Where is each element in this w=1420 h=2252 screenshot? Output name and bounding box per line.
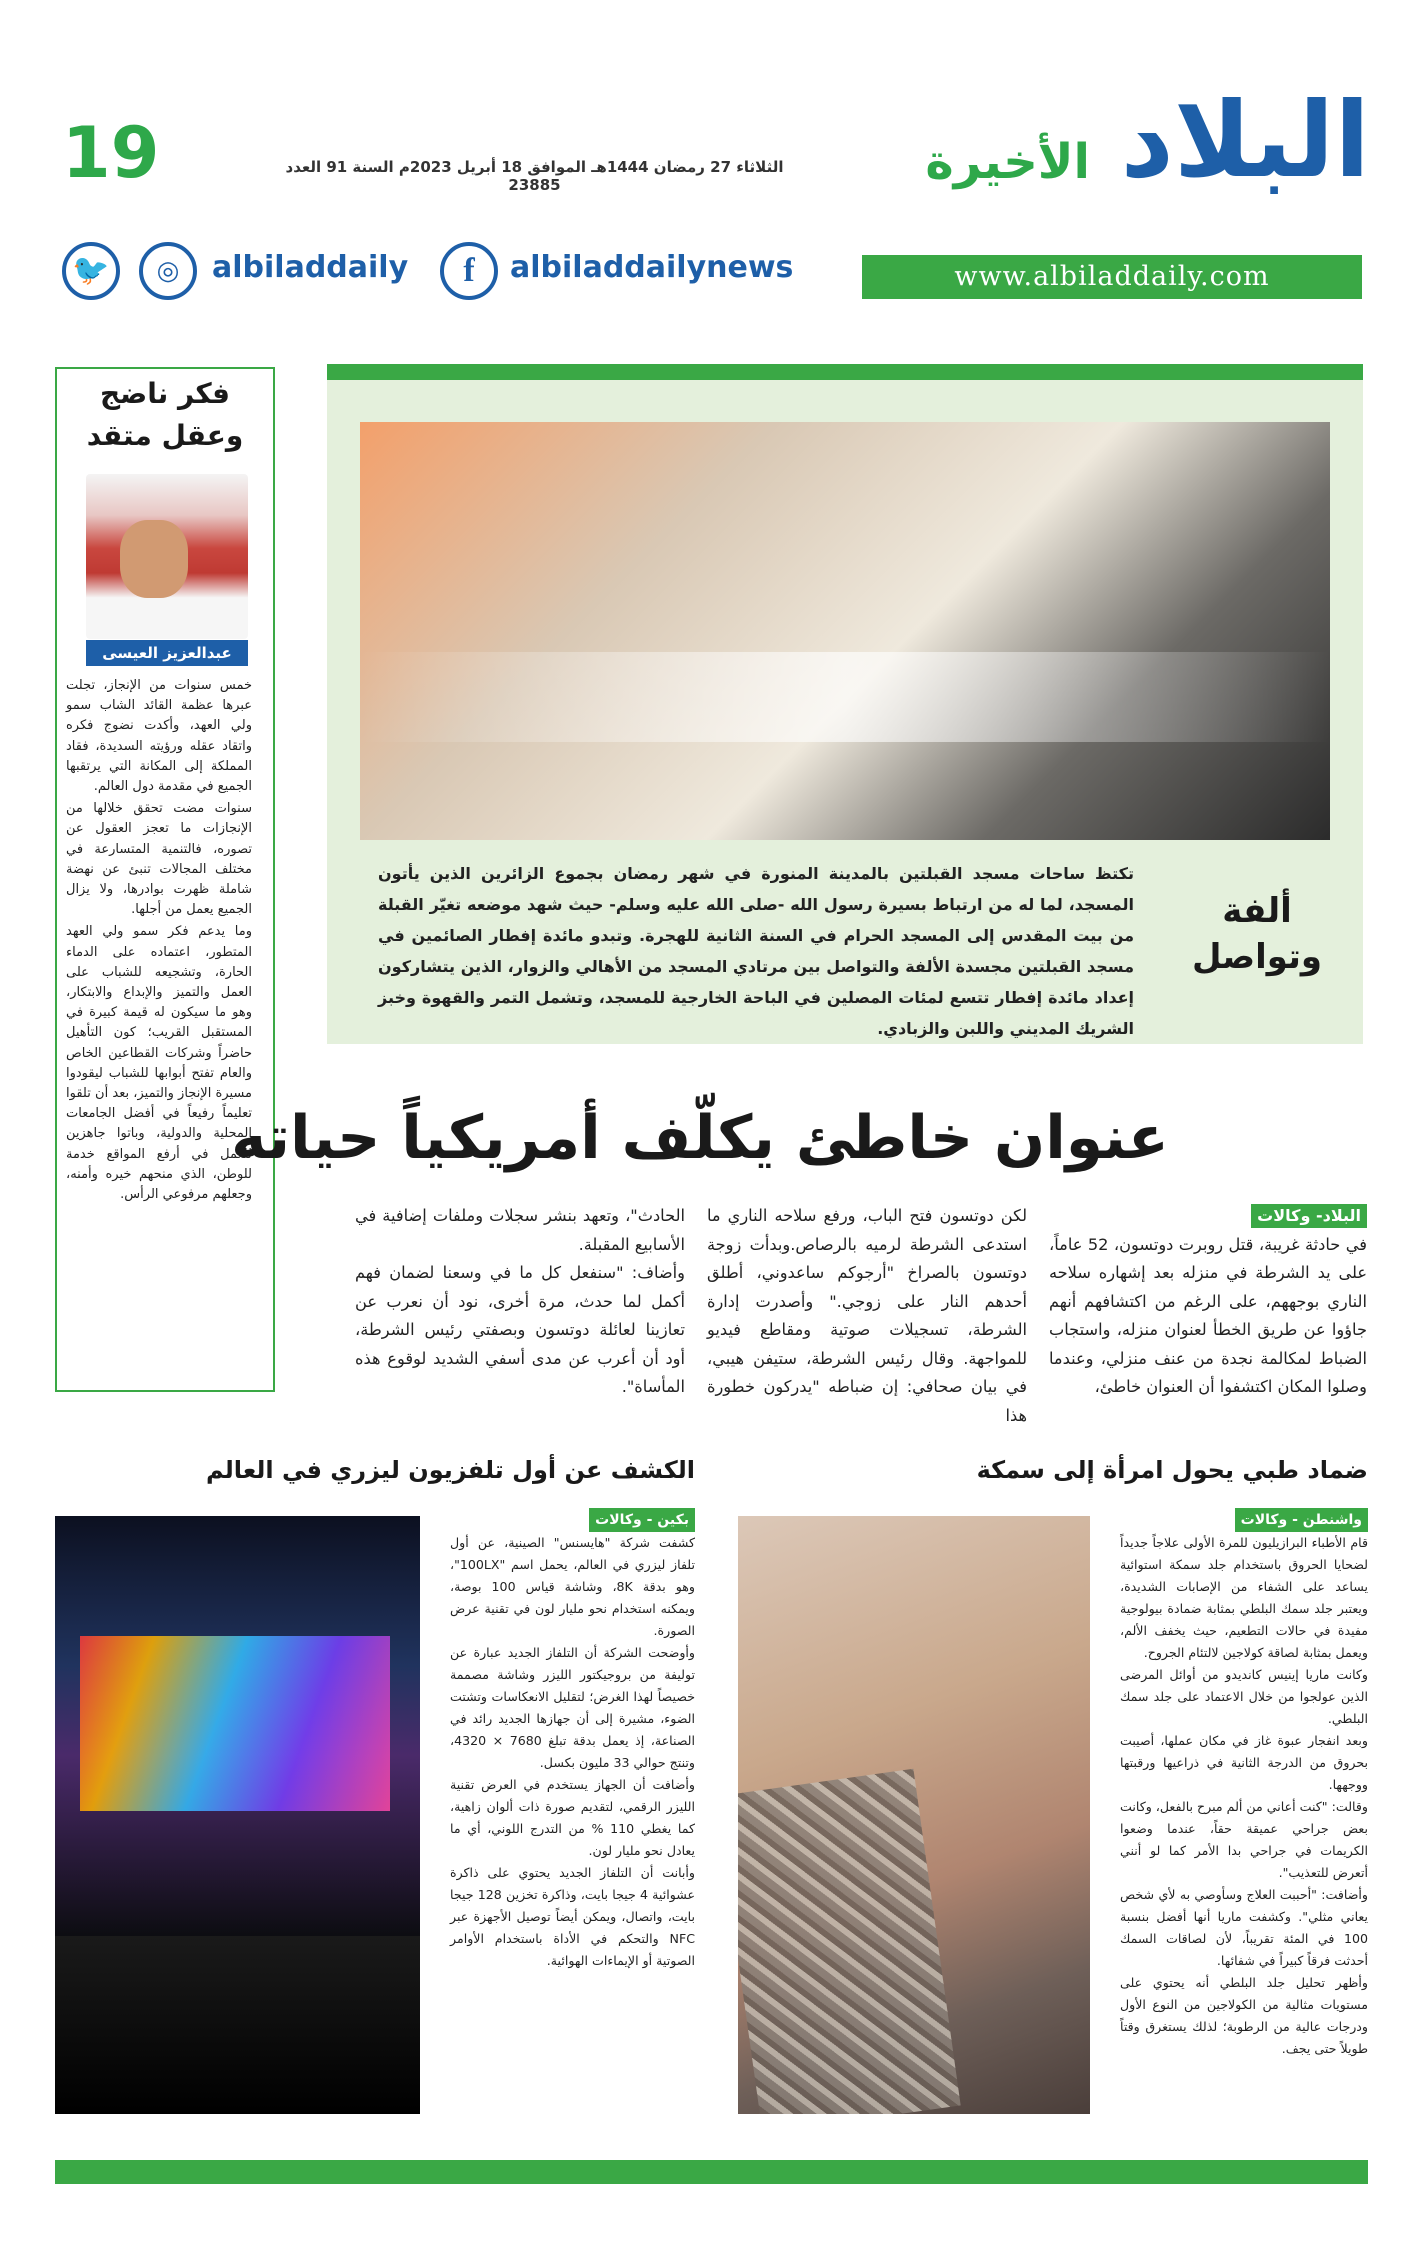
- fish-paragraph: وأظهر تحليل جلد البلطي أنه يحتوي على مستويات مثالية من الكولاجين من النوع الأول ودرجات عالية من الرطوبة؛ لذلك يستغرق وقتاً طويلاً حتى يجف.: [1120, 1975, 1368, 2056]
- tv-headline: الكشف عن أول تلفزيون ليزري في العالم: [205, 1456, 695, 1484]
- fish-paragraph: وأضافت: "أحببت العلاج وسأوصي به لأي شخص يعاني مثلي". وكشفت ماريا أنها أفضل بنسبة 100 في المئة تقريباً، لأن لصاقات السمك أحدثت فرقاً كبيراً في شفائها.: [1120, 1887, 1368, 1968]
- fish-paragraph: وقالت: "كنت أعاني من ألم مبرح بالفعل، وكانت بعض جراحي عميقة حقاً، عندما وضعوا الكريمات في جراحي بدا الأمر كما لو أنني أتعرض للتعذيب".: [1120, 1799, 1368, 1880]
- column-paragraph: وما يدعم فكر سمو ولي العهد المتطور، اعتماده على الدماء الحارة، وتشجيعه للشباب على العمل والتميز والإبداع والابتكار، وهو ما سيكون له قيمة كبيرة في المستقبل القريب؛ كون التأهيل حاضراً وشركات القطاعين الخاص والعام تفتح أبوابها للشباب ليقودوا مسيرة الإنجاز والتميز، بعد أن تلقوا تعليماً رفيعاً في أفضل الجامعات المحلية والدولية، وباتوا جاهزين للعمل في أرفع المواقع خدمة للوطن، الذي منحهم خيره وأمنه، وجعلهم مرفوعي الرأس.: [66, 924, 252, 1203]
- main-story-text-3a: الحادث"، وتعهد بنشر سجلات وملفات إضافية في الأسابيع المقبلة.: [355, 1206, 685, 1254]
- social-bar: [62, 242, 812, 302]
- main-story-col3: [355, 1202, 685, 1402]
- fish-paragraph: وكانت ماريا إينيس كانديدو من أوائل المرضى الذين عولجوا من خلال الاعتماد على جلد سمك البلطي.: [1120, 1667, 1368, 1726]
- twitter-icon[interactable]: 🐦: [62, 242, 120, 300]
- feature-caption: تكتظ ساحات مسجد القبلتين بالمدينة المنورة في شهر رمضان بجموع الزائرين الذين يأتون المسجد، لما له من ارتباط بسيرة رسول الله -صلى الله عليه وسلم- حيث شهد موضعه تغيّر القبلة من بيت المقدس إلى المسجد الحرام في السنة الثانية للهجرة. وتبدو مائدة إفطار الصائمين في مسجد القبلتين مجسدة الألفة والتواصل بين مرتادي المسجد من الأهالي والزوار، الذين يتشاركون إعداد مائدة إفطار تتسع لمئات المصلين في الباحة الخارجية للمسجد، وتشمل التمر والقهوة وخبز الشريك المديني واللبن والزبادي.: [378, 864, 1134, 1038]
- social-handle-1[interactable]: albiladdaily: [212, 250, 409, 285]
- tv-paragraph: وأبانت أن التلفاز الجديد يحتوي على ذاكرة عشوائية 4 جيجا بايت، وذاكرة تخزين 128 جيجا بايت، واتصال، ويمكن أيضاً توصيل الأجهزة عبر NFC والتحكم في الأداة باستخدام الأوامر الصوتية أو الإيماءات الهوائية.: [450, 1865, 695, 1968]
- tv-screen: [80, 1636, 390, 1811]
- feature-headline: ألفة وتواصل: [1191, 891, 1323, 977]
- column-paragraph: خمس سنوات من الإنجاز، تجلت عبرها عظمة القائد الشاب سمو ولي العهد، وأكدت نضوج فكره واتقاد عقله ورؤيته السديدة، فقاد المملكة إلى المكانة التي يرتقبها الجميع في مقدمة دول العالم.: [66, 678, 252, 795]
- fish-skin-texture: [738, 1769, 961, 2114]
- facebook-icon[interactable]: f: [440, 242, 498, 300]
- fish-headline: ضماد طبي يحول امرأة إلى سمكة: [976, 1456, 1368, 1484]
- main-story-col2: لكن دوتسون فتح الباب، ورفع سلاحه الناري ما استدعى الشرطة لرميه بالرصاص.وبدأت زوجة دوتسون بالصراخ "أرجوكم ساعدوني، أطلق أحدهم النار على زوجي." وأصدرت إدارة الشرطة، تسجيلات صوتية ومقاطع فيديو للمواجهة. وقال رئيس الشرطة، ستيفن هيبي، في بيان صحافي: إن ضباطه "يدركون خطورة هذا: [707, 1206, 1027, 1425]
- fish-paragraph: وبعد انفجار عبوة غاز في مكان عملها، أصيبت بحروق من الدرجة الثانية في ذراعيها ورقبتها ووجهها.: [1120, 1733, 1368, 1792]
- page-number: 19: [62, 112, 160, 194]
- masthead-brand: البلاد: [1120, 79, 1370, 201]
- main-story-col1: [1049, 1202, 1367, 1402]
- fish-story-source: واشنطن - وكالات: [1235, 1508, 1368, 1532]
- tv-story-body: [450, 1508, 695, 1972]
- stage-floor: [55, 1936, 420, 2114]
- laser-tv-photo: [55, 1516, 420, 2114]
- website-link[interactable]: www.albiladdaily.com: [862, 255, 1362, 299]
- main-story-source: البلاد- وكالات: [1251, 1204, 1367, 1228]
- tv-paragraph: وأوضحت الشركة أن التلفاز الجديد عبارة عن توليفة من بروجيكتور الليزر وشاشة مصممة خصيصاً لهذا الغرض؛ لتقليل الانعكاسات وتشتت الضوء، مشيرة إلى أن جهازها الجديد رائد في الصناعة، إذ يعمل بدقة تبلغ 7680 × 4320، وتنتج حوالي 33 مليون بكسل.: [450, 1645, 695, 1770]
- fish-paragraph: قام الأطباء البرازيليون للمرة الأولى علاجاً جديداً لضحايا الحروق باستخدام جلد سمكة استوائية يساعد على الشفاء من الإصابات الشديدة، ويعتبر جلد سمك البلطي بمثابة ضمادة بيولوجية مفيدة في حالات التطعيم، حيث يخفف الألم، ويعمل بمثابة لصاقة كولاجين لالتئام الجروح.: [1120, 1535, 1368, 1660]
- tv-story-source: بكين - وكالات: [589, 1508, 695, 1532]
- fish-skin-photo: [738, 1516, 1090, 2114]
- instagram-icon[interactable]: ◎: [139, 242, 197, 300]
- tv-paragraph: كشفت شركة "هايسنس" الصينية، عن أول تلفاز ليزري في العالم، يحمل اسم "100LX"، وهو بدقة 8K، وشاشة قياس 100 بوصة، ويمكنه استخدام نحو مليار لون في تقنية عرض الصورة.: [450, 1535, 695, 1638]
- main-headline: عنوان خاطئ يكلّف أمريكياً حياته: [231, 1103, 1169, 1173]
- footer-bar: [55, 2160, 1368, 2184]
- main-story-text-3b: وأضاف: "سنفعل كل ما في وسعنا لضمان فهم أكمل لما حدث، مرة أخرى، نود أن نعرب عن تعازينا لعائلة دوتسون وبصفتي رئيس الشرطة، أود أن أعرب عن مدى أسفي الشديد لوقوع هذه المأساة".: [355, 1263, 685, 1396]
- iftar-table-highlight: [360, 652, 1330, 742]
- column-paragraph: سنوات مضت تحقق خلالها من الإنجازات ما تعجز العقول عن تصوره، فالتنمية المتسارعة في مختلف المجالات تنبئ عن نهضة شاملة ظهرت بوادرها، ولا يزال الجميع يعمل من أجلها.: [66, 801, 252, 918]
- social-handle-2[interactable]: albiladdailynews: [510, 250, 794, 285]
- author-face: [120, 520, 188, 598]
- main-story-text-1: في حادثة غريبة، قتل روبرت دوتسون، 52 عاماً، على يد الشرطة في منزله بعد إشهاره سلاحه الناري بوجههم، على الرغم من اكتشافهم أنهم جاؤوا عن طريق الخطأ لعنوان منزله، واستجاب الضباط لمكالمة نجدة من عنف منزلي، وعندما وصلوا المكان اكتشفوا أن العنوان خاطئ،: [1049, 1234, 1367, 1396]
- tv-paragraph: وأضافت أن الجهاز يستخدم في العرض تقنية الليزر الرقمي، لتقديم صورة ذات ألوان زاهية، كما يغطي 110 % من التدرج اللوني، أي ما يعادل نحو مليار لون.: [450, 1777, 695, 1858]
- column-title: فكر ناضج وعقل متقد: [86, 377, 244, 452]
- masthead-section: الأخيرة: [925, 134, 1090, 190]
- fish-story-body: [1120, 1508, 1368, 2060]
- dateline: الثلاثاء 27 رمضان 1444هـ الموافق 18 أبريل 2023م السنة 91 العدد 23885: [285, 158, 784, 194]
- author-name: عبدالعزيز العيسى: [86, 640, 248, 666]
- iftar-photo: [360, 422, 1330, 840]
